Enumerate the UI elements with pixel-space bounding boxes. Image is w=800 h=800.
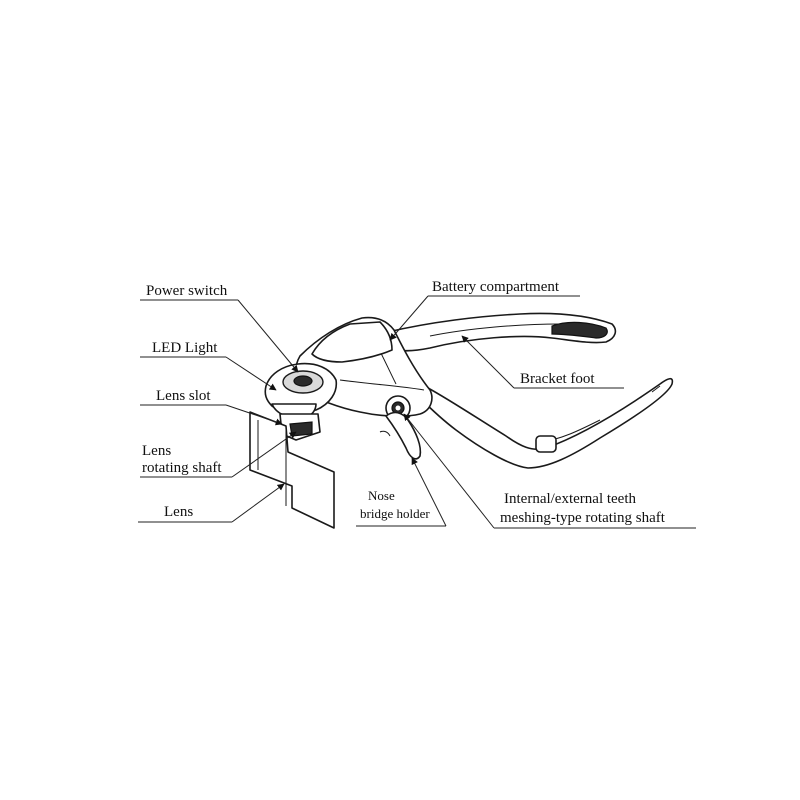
label-lens: Lens — [164, 504, 194, 520]
power-switch-center — [294, 376, 312, 386]
label-lens-rotating-shaft-line1: Lens — [142, 443, 172, 459]
label-lens-slot: Lens slot — [156, 388, 211, 404]
label-teeth-shaft-line1: Internal/external teeth — [504, 491, 637, 507]
label-power-switch: Power switch — [146, 283, 228, 299]
label-battery-compartment: Battery compartment — [432, 279, 560, 295]
label-lens-rotating-shaft-line2: rotating shaft — [142, 460, 222, 476]
nose-bridge-holder-part — [386, 413, 420, 459]
label-led-light: LED Light — [152, 340, 218, 356]
label-bracket-foot: Bracket foot — [520, 371, 595, 387]
label-nose-bridge-holder-line1: Nose — [368, 488, 395, 503]
label-teeth-shaft-line2: meshing-type rotating shaft — [500, 510, 665, 526]
temple-arm-left — [420, 379, 672, 468]
label-nose-bridge-holder-line2: bridge holder — [360, 506, 430, 521]
arm-hinge — [536, 436, 556, 452]
